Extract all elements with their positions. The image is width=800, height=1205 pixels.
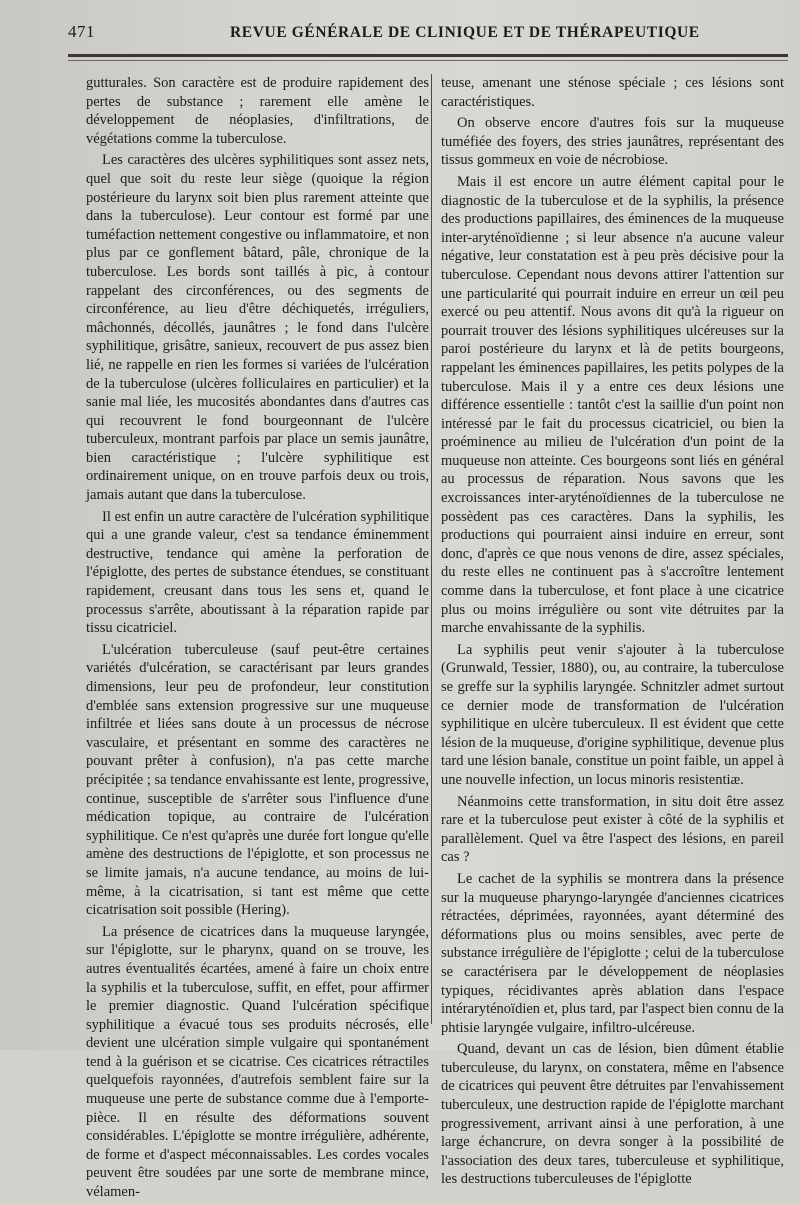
page-header (68, 22, 788, 50)
right-column (441, 74, 784, 1192)
paragraph: L'ulcération tuberculeuse (sauf peut-être certaines variétés d'ulcération, se caractérisant par leurs grandes dimensions, leur peu de profondeur, leur constitution d'emblée sans extension progressive sur une muqueuse infiltrée et liées sans doute à un processus de nécrose vasculaire, et présentant en somme des caractères ne pouvant prêter à confusion), n'a pas cette marche précipitée ; sa tendance envahissante est lente, progressive, continue, susceptible de s'arrêter sous l'influence d'une médication topique, au contraire de l'ulcération syphilitique. Ce n'est qu'après une durée fort longue qu'elle amène des destructions de l'épiglotte, et son processus ne se limite jamais, n'a aucune tendance, au moins de lui-même, à la cicatrisation, si tant est même que cette cicatrisation soit possible (Hering). (86, 641, 429, 919)
running-title: REVUE GÉNÉRALE DE CLINIQUE ET DE THÉRAPEUTIQUE (230, 24, 700, 41)
paragraph: Quand, devant un cas de lésion, bien dûment établie tuberculeuse, du larynx, on constatera, même en l'absence de cicatrices qui peuvent être détruites par l'envahissement tuberculeux, une destruction rapide de l'épiglotte marchant progressivement, arrivant ainsi à une perforation, à une large échancrure, on devra songer à la possibilité de l'association des deux tares, tuberculeuse et syphilitique, les destructions tuberculeuses de l'épiglotte (441, 1041, 784, 1188)
column-divider (431, 74, 432, 1024)
left-column (86, 74, 429, 1205)
paragraph: teuse, amenant une sténose spéciale ; ces lésions sont caractéristiques. (441, 75, 784, 110)
paragraph: Il est enfin un autre caractère de l'ulcération syphilitique qui a une grande valeur, c'est sa tendance éminemment destructive, tendance qui amène la perforation de l'épiglotte, des pertes de substance étendues, se constituant rapidement, creusant dans tous les sens et, quand le processus s'arrête, aboutissant à la réparation rapide par tissu cicatriciel. (86, 508, 429, 637)
header-rule-thin (68, 60, 788, 61)
paragraph: La présence de cicatrices dans la muqueuse laryngée, sur l'épiglotte, sur le pharynx, quand on se trouve, les autres éventualités écartées, amené à faire un choix entre la syphilis et la tuberculose, suffit, en effet, pour affirmer le premier diagnostic. Quand l'ulcération spécifique syphilitique a évacué tous ses produits nécrosés, elle devient une ulcération simple vulgaire qui spontanément tend à la guérison et se cicatrise. Ces cicatrices rétractiles quelquefois rayonnées, d'autrefois semblent faire sur la muqueuse une perte de substance comme due à l'emporte-pièce. Il en résulte des déformations souvent considérables. L'épiglotte se montre irrégulière, adhérente, de forme et d'aspect méconnaissables. Les cordes vocales peuvent être soudées par une sorte de membrane mince, vélamen- (86, 923, 429, 1201)
paragraph: Le cachet de la syphilis se montrera dans la présence sur la muqueuse pharyngo-laryngée d'anciennes cicatrices rétractées, déprimées, rayonnées, ayant déterminé des déformations plus ou moins sensibles, avec perte de substance irrégulière de l'épiglotte ; celui de la tuberculose se caractérisera par le développement de néoplasies typiques, récidivantes après ablation dans l'espace intéraryténoïdien et, plus tard, par l'aspect bien connu de la phtisie laryngée vulgaire, infiltro-ulcéreuse. (441, 870, 784, 1036)
paragraph: On observe encore d'autres fois sur la muqueuse tuméfiée des foyers, des stries jaunâtres, représentant des tissus gommeux en voie de nécrobiose. (441, 115, 784, 169)
paragraph: gutturales. Son caractère est de produire rapidement des pertes de substance ; rarement elle amène le développement de néoplasies, d'infiltrations, de végétations comme la tuberculose. (86, 75, 429, 147)
paragraph: Néanmoins cette transformation, in situ doit être assez rare et la tuberculose peut exister à côté de la syphilis et parallèlement. Quel va être l'aspect des lésions, en pareil cas ? (441, 793, 784, 866)
header-rule (68, 54, 788, 57)
page-number: 471 (68, 22, 95, 41)
paragraph: Mais il est encore un autre élément capital pour le diagnostic de la tuberculose et de la syphilis, la présence des productions papillaires, des éminences de la muqueuse inter-aryténoïdienne ; si leur absence n'a aucune valeur négative, leur constatation est à peu près décisive pour la tuberculose. Cependant nous devons attirer l'attention sur une particularité qui pourrait induire en erreur un œil peu exercé ou peu attentif. Nous avons dit qu'à la rigueur on pourrait trouver des lésions syphilitiques ulcéreuses sur la paroi postérieure du larynx et là de petits bourgeons, rappelant les éminences papillaires, les petits polypes de la tuberculose. Mais il y a entre ces deux lésions une différence essentielle : tantôt c'est la saillie d'un point non intéressé par le fait du processus cicatriciel, ou bien la proéminence au milieu de l'ulcération d'un point de la muqueuse non atteinte. Ces bourgeons sont liés en général au processus de réparation. Nous savons que les excroissances inter-aryténoïdiennes de la tuberculose ne possèdent pas ces caractères. Dans la syphilis, les productions qui pourraient ainsi induire en erreur, sont donc, d'après ce que nous venons de dire, assez spéciales, du reste elles ne continuent pas à s'accroître lentement comme dans la tuberculose, et font place à une cicatrice plus ou moins irrégulière ou sont vite détruites par la marche envahissante de la syphilis. (441, 173, 784, 637)
paragraph: Les caractères des ulcères syphilitiques sont assez nets, quel que soit du reste leur siège (quoique la région postérieure du larynx soit bien plus rarement atteinte que dans la tuberculose). Leur contour est formé par une tuméfaction nettement congestive ou inflammatoire, et non plus par ce gonflement bâtard, pâle, chronique de la tuberculose. Les bords sont taillés à pic, à contour rappelant des circonférences, ou des segments de circonférence, au lieu d'être déchiquetés, irréguliers, mâchonnés, décollés, jaunâtres ; le fond dans l'ulcère syphilitique, grisâtre, sanieux, recouvert de pus assez bien lié, ne rappelle en rien les formes si variées de l'ulcération de la tuberculose (ulcères folliculaires en particulier) et la sanie mal liée, les mucosités abondantes dans d'autres cas qui recouvrent le fond bourgeonnant de l'ulcère tuberculeux, montrant parfois par place un semis jaunâtre, bien caractéristique ; l'ulcère syphilitique est ordinairement unique, on en trouve parfois deux ou trois, jamais autant que dans la tuberculose. (86, 152, 429, 504)
paragraph: La syphilis peut venir s'ajouter à la tuberculose (Grunwald, Tessier, 1880), ou, au contraire, la tuberculose se greffe sur la syphilis laryngée. Schnitzler admet surtout ce dernier mode de transformation de l'ulcération syphilitique en ulcère tuberculeux. Il est évident que cette lésion de la muqueuse, d'origine syphilitique, devenue plus tard une lésion banale, constitue un point faible, un appel à une nouvelle infection, un locus minoris resistentiæ. (441, 641, 784, 788)
